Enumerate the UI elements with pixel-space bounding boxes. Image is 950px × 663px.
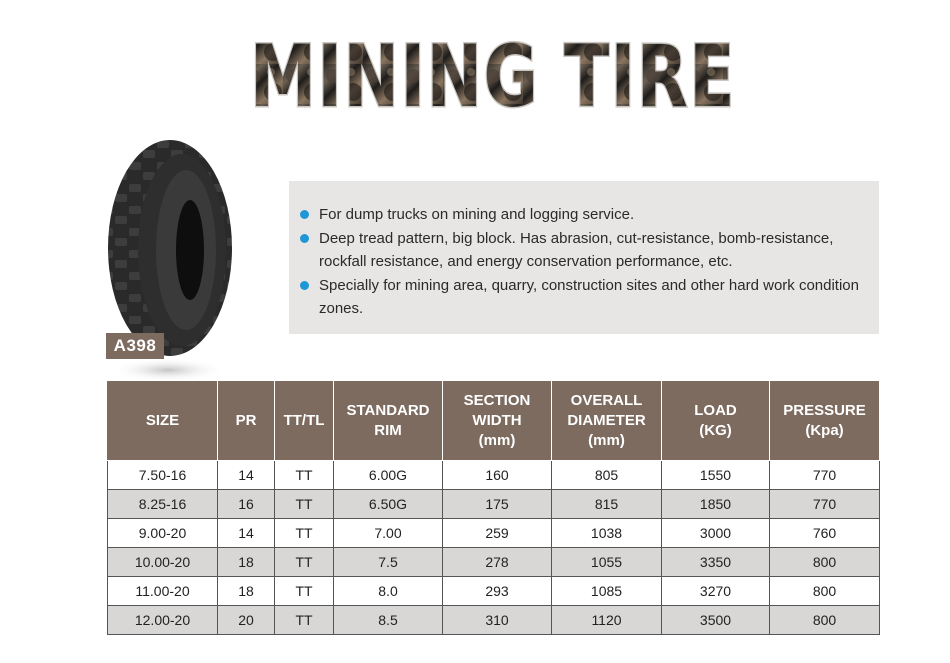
header-standard-rim: STANDARD RIM bbox=[334, 381, 443, 461]
bullet-icon bbox=[300, 210, 309, 219]
table-row bbox=[108, 606, 880, 635]
header-tt-tl: TT/TL bbox=[275, 381, 334, 461]
header-section-width: SECTION WIDTH (mm) bbox=[443, 381, 552, 461]
spec-table bbox=[107, 380, 880, 635]
feature-item bbox=[299, 274, 865, 320]
load-cell: 3350 bbox=[662, 548, 770, 577]
section-width-cell: 175 bbox=[443, 490, 552, 519]
tt-tl-cell: TT bbox=[275, 606, 334, 635]
table-body bbox=[108, 461, 880, 635]
rim-cell: 8.5 bbox=[334, 606, 443, 635]
page-title bbox=[243, 24, 743, 127]
header-pr: PR bbox=[218, 381, 275, 461]
rim-cell: 6.50G bbox=[334, 490, 443, 519]
tt-tl-cell: TT bbox=[275, 490, 334, 519]
pressure-cell: 800 bbox=[770, 577, 880, 606]
header-size: SIZE bbox=[108, 381, 218, 461]
tt-tl-cell: TT bbox=[275, 548, 334, 577]
table-row bbox=[108, 577, 880, 606]
pressure-cell: 800 bbox=[770, 606, 880, 635]
pr-cell: 20 bbox=[218, 606, 275, 635]
pressure-cell: 800 bbox=[770, 548, 880, 577]
title-graphic bbox=[243, 24, 743, 127]
diameter-cell: 1055 bbox=[552, 548, 662, 577]
table-header-row bbox=[108, 381, 880, 461]
pr-cell: 18 bbox=[218, 548, 275, 577]
header-load: LOAD (KG) bbox=[662, 381, 770, 461]
feature-text: Deep tread pattern, big block. Has abrasion, cut-resistance, bomb-resistance, rockfall resistance, and energy conservation performance, etc. bbox=[319, 230, 834, 270]
rim-cell: 6.00G bbox=[334, 461, 443, 490]
section-width-cell: 278 bbox=[443, 548, 552, 577]
table-row bbox=[108, 461, 880, 490]
tt-tl-cell: TT bbox=[275, 461, 334, 490]
size-cell: 12.00-20 bbox=[108, 606, 218, 635]
section-width-cell: 310 bbox=[443, 606, 552, 635]
bullet-icon bbox=[300, 281, 309, 290]
pr-cell: 16 bbox=[218, 490, 275, 519]
tt-tl-cell: TT bbox=[275, 519, 334, 548]
table-row bbox=[108, 548, 880, 577]
diameter-cell: 1120 bbox=[552, 606, 662, 635]
diameter-cell: 1038 bbox=[552, 519, 662, 548]
rim-cell: 7.00 bbox=[334, 519, 443, 548]
pressure-cell: 770 bbox=[770, 490, 880, 519]
header-pressure: PRESSURE (Kpa) bbox=[770, 381, 880, 461]
table-row bbox=[108, 490, 880, 519]
size-cell: 7.50-16 bbox=[108, 461, 218, 490]
load-cell: 3270 bbox=[662, 577, 770, 606]
feature-text: Specially for mining area, quarry, construction sites and other hard work condition zones. bbox=[319, 277, 859, 317]
load-cell: 1550 bbox=[662, 461, 770, 490]
header-overall-diameter: OVERALL DIAMETER (mm) bbox=[552, 381, 662, 461]
size-cell: 11.00-20 bbox=[108, 577, 218, 606]
load-cell: 3000 bbox=[662, 519, 770, 548]
size-cell: 9.00-20 bbox=[108, 519, 218, 548]
rim-cell: 7.5 bbox=[334, 548, 443, 577]
size-cell: 8.25-16 bbox=[108, 490, 218, 519]
rim-cell: 8.0 bbox=[334, 577, 443, 606]
diameter-cell: 805 bbox=[552, 461, 662, 490]
section-width-cell: 160 bbox=[443, 461, 552, 490]
section-width-cell: 293 bbox=[443, 577, 552, 606]
feature-item bbox=[299, 227, 865, 273]
tt-tl-cell: TT bbox=[275, 577, 334, 606]
pr-cell: 14 bbox=[218, 519, 275, 548]
pr-cell: 14 bbox=[218, 461, 275, 490]
model-badge: A398 bbox=[106, 333, 164, 359]
load-cell: 1850 bbox=[662, 490, 770, 519]
diameter-cell: 1085 bbox=[552, 577, 662, 606]
diameter-cell: 815 bbox=[552, 490, 662, 519]
size-cell: 10.00-20 bbox=[108, 548, 218, 577]
features-list bbox=[299, 203, 865, 320]
feature-text: For dump trucks on mining and logging service. bbox=[319, 206, 635, 223]
table-row bbox=[108, 519, 880, 548]
bullet-icon bbox=[300, 234, 309, 243]
load-cell: 3500 bbox=[662, 606, 770, 635]
feature-item bbox=[299, 203, 865, 226]
features-panel bbox=[289, 181, 879, 334]
pressure-cell: 760 bbox=[770, 519, 880, 548]
section-width-cell: 259 bbox=[443, 519, 552, 548]
pressure-cell: 770 bbox=[770, 461, 880, 490]
svg-text:MINING TIRE: MINING TIRE bbox=[250, 27, 736, 127]
pr-cell: 18 bbox=[218, 577, 275, 606]
